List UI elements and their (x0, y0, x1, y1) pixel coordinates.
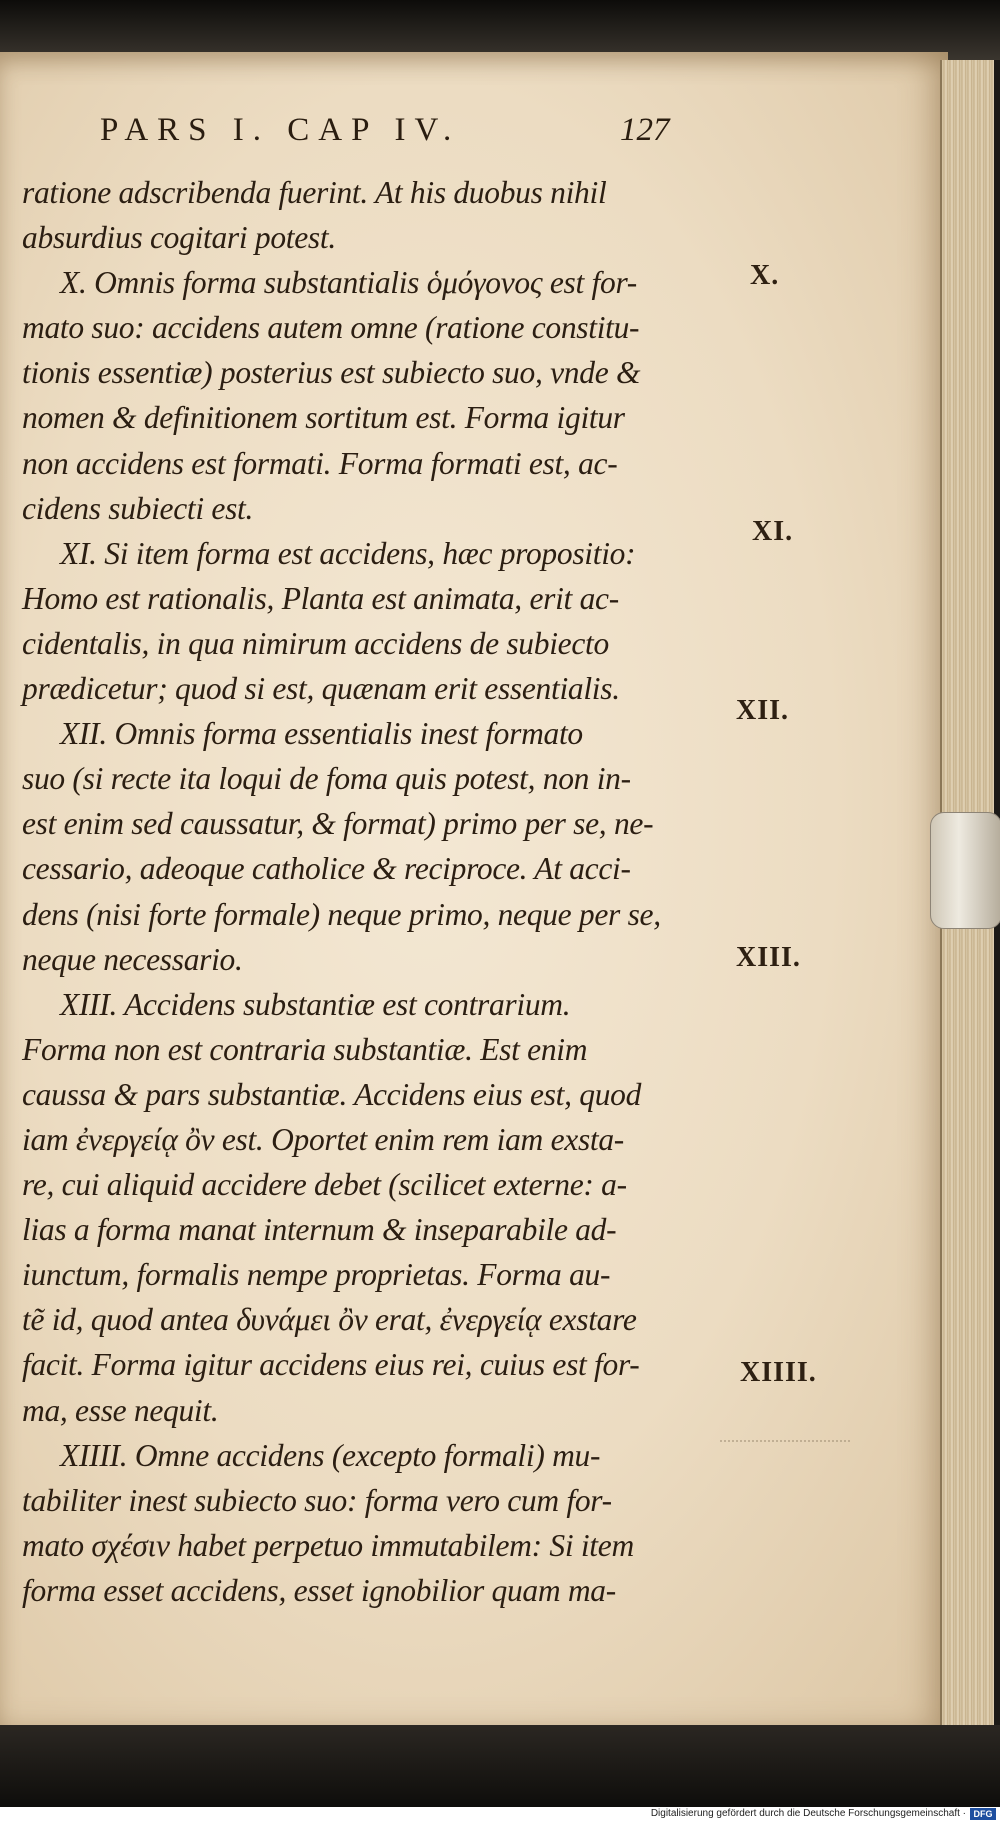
text-line: Forma non est contraria substantiæ. Est enim (22, 1031, 588, 1067)
margin-note-xi: XI. (752, 516, 794, 547)
margin-note-xiii: XIII. (736, 942, 801, 973)
text-line: tionis essentiæ) posterius est subiecto suo, vnde & (22, 355, 641, 391)
page-clip (930, 812, 1000, 929)
dfg-logo: DFG (970, 1808, 996, 1820)
text-line: cidens subiecti est. (22, 490, 254, 526)
text-line: absurdius cogitari potest. (22, 220, 336, 256)
text-line: cidentalis, in qua nimirum accidens de subiecto (22, 625, 609, 661)
text-line: tabiliter inest subiecto suo: forma vero cum for- (22, 1482, 612, 1518)
text-line: ma, esse nequit. (22, 1392, 219, 1428)
text-line: iam ἐνεργείᾳ ὂν est. Oportet enim rem iam exsta- (22, 1121, 624, 1157)
text-line: Homo est rationalis, Planta est animata, erit ac- (22, 580, 619, 616)
text-line: forma esset accidens, esset ignobilior quam ma- (22, 1572, 616, 1608)
page-header (100, 112, 700, 156)
text-line: ratione adscribenda fuerint. At his duobus nihil (22, 175, 607, 210)
text-line: nomen & definitionem sortitum est. Forma igitur (22, 400, 625, 436)
text-line: XI. Si item forma est accidens, hæc propositio: (60, 535, 636, 571)
text-line: X. Omnis forma substantialis ὁμόγονος est for- (60, 265, 637, 301)
text-line: non accidens est formati. Forma formati est, ac- (22, 445, 618, 481)
text-line: caussa & pars substantiæ. Accidens eius est, quod (22, 1076, 642, 1112)
scan-top-shadow (0, 0, 1000, 60)
scan-bottom-shadow (0, 1725, 1000, 1807)
text-line: est enim sed caussatur, & format) primo per se, ne- (22, 806, 654, 842)
digitization-credit: Digitalisierung gefördert durch die Deutsche Forschungsgemeinschaft · (650, 1808, 966, 1819)
text-line: XIIII. Omne accidens (excepto formali) mu- (60, 1437, 601, 1473)
text-line: lias a forma manat internum & inseparabile ad- (22, 1212, 617, 1248)
text-line: mato σχέσιν habet perpetuo immutabilem: Si item (22, 1527, 634, 1563)
page-number: 127 (620, 112, 670, 148)
text-line: cessario, adeoque catholice & reciproce. At acci- (22, 851, 631, 887)
text-line: suo (si recte ita loqui de foma quis potest, non in- (22, 761, 631, 797)
text-line: XII. Omnis forma essentialis inest formato (60, 716, 583, 752)
text-line: mato suo: accidens autem omne (ratione constitu- (22, 310, 640, 346)
margin-note-xii: XII. (736, 695, 790, 726)
text-line: prædicetur; quod si est, quænam erit essentialis. (22, 671, 620, 707)
text-line: neque necessario. (22, 941, 243, 977)
text-line: iunctum, formalis nempe proprietas. Forma au- (22, 1257, 611, 1293)
running-head: PARS I. CAP IV. (100, 112, 461, 148)
text-line: tẽ id, quod antea δυνάμει ὂν erat, ἐνεργείᾳ exstare (22, 1302, 637, 1338)
text-line: facit. Forma igitur accidens eius rei, cuius est for- (22, 1347, 640, 1383)
text-line: dens (nisi forte formale) neque primo, neque per se, (22, 896, 661, 932)
text-line: re, cui aliquid accidere debet (scilicet externe: a- (22, 1167, 627, 1203)
body-text (22, 170, 702, 1613)
ink-bleed-mark (720, 1440, 850, 1456)
text-line: XIII. Accidens substantiæ est contrarium. (60, 986, 571, 1022)
margin-note-xiiii: XIIII. (740, 1357, 817, 1388)
margin-note-x: X. (750, 260, 780, 291)
